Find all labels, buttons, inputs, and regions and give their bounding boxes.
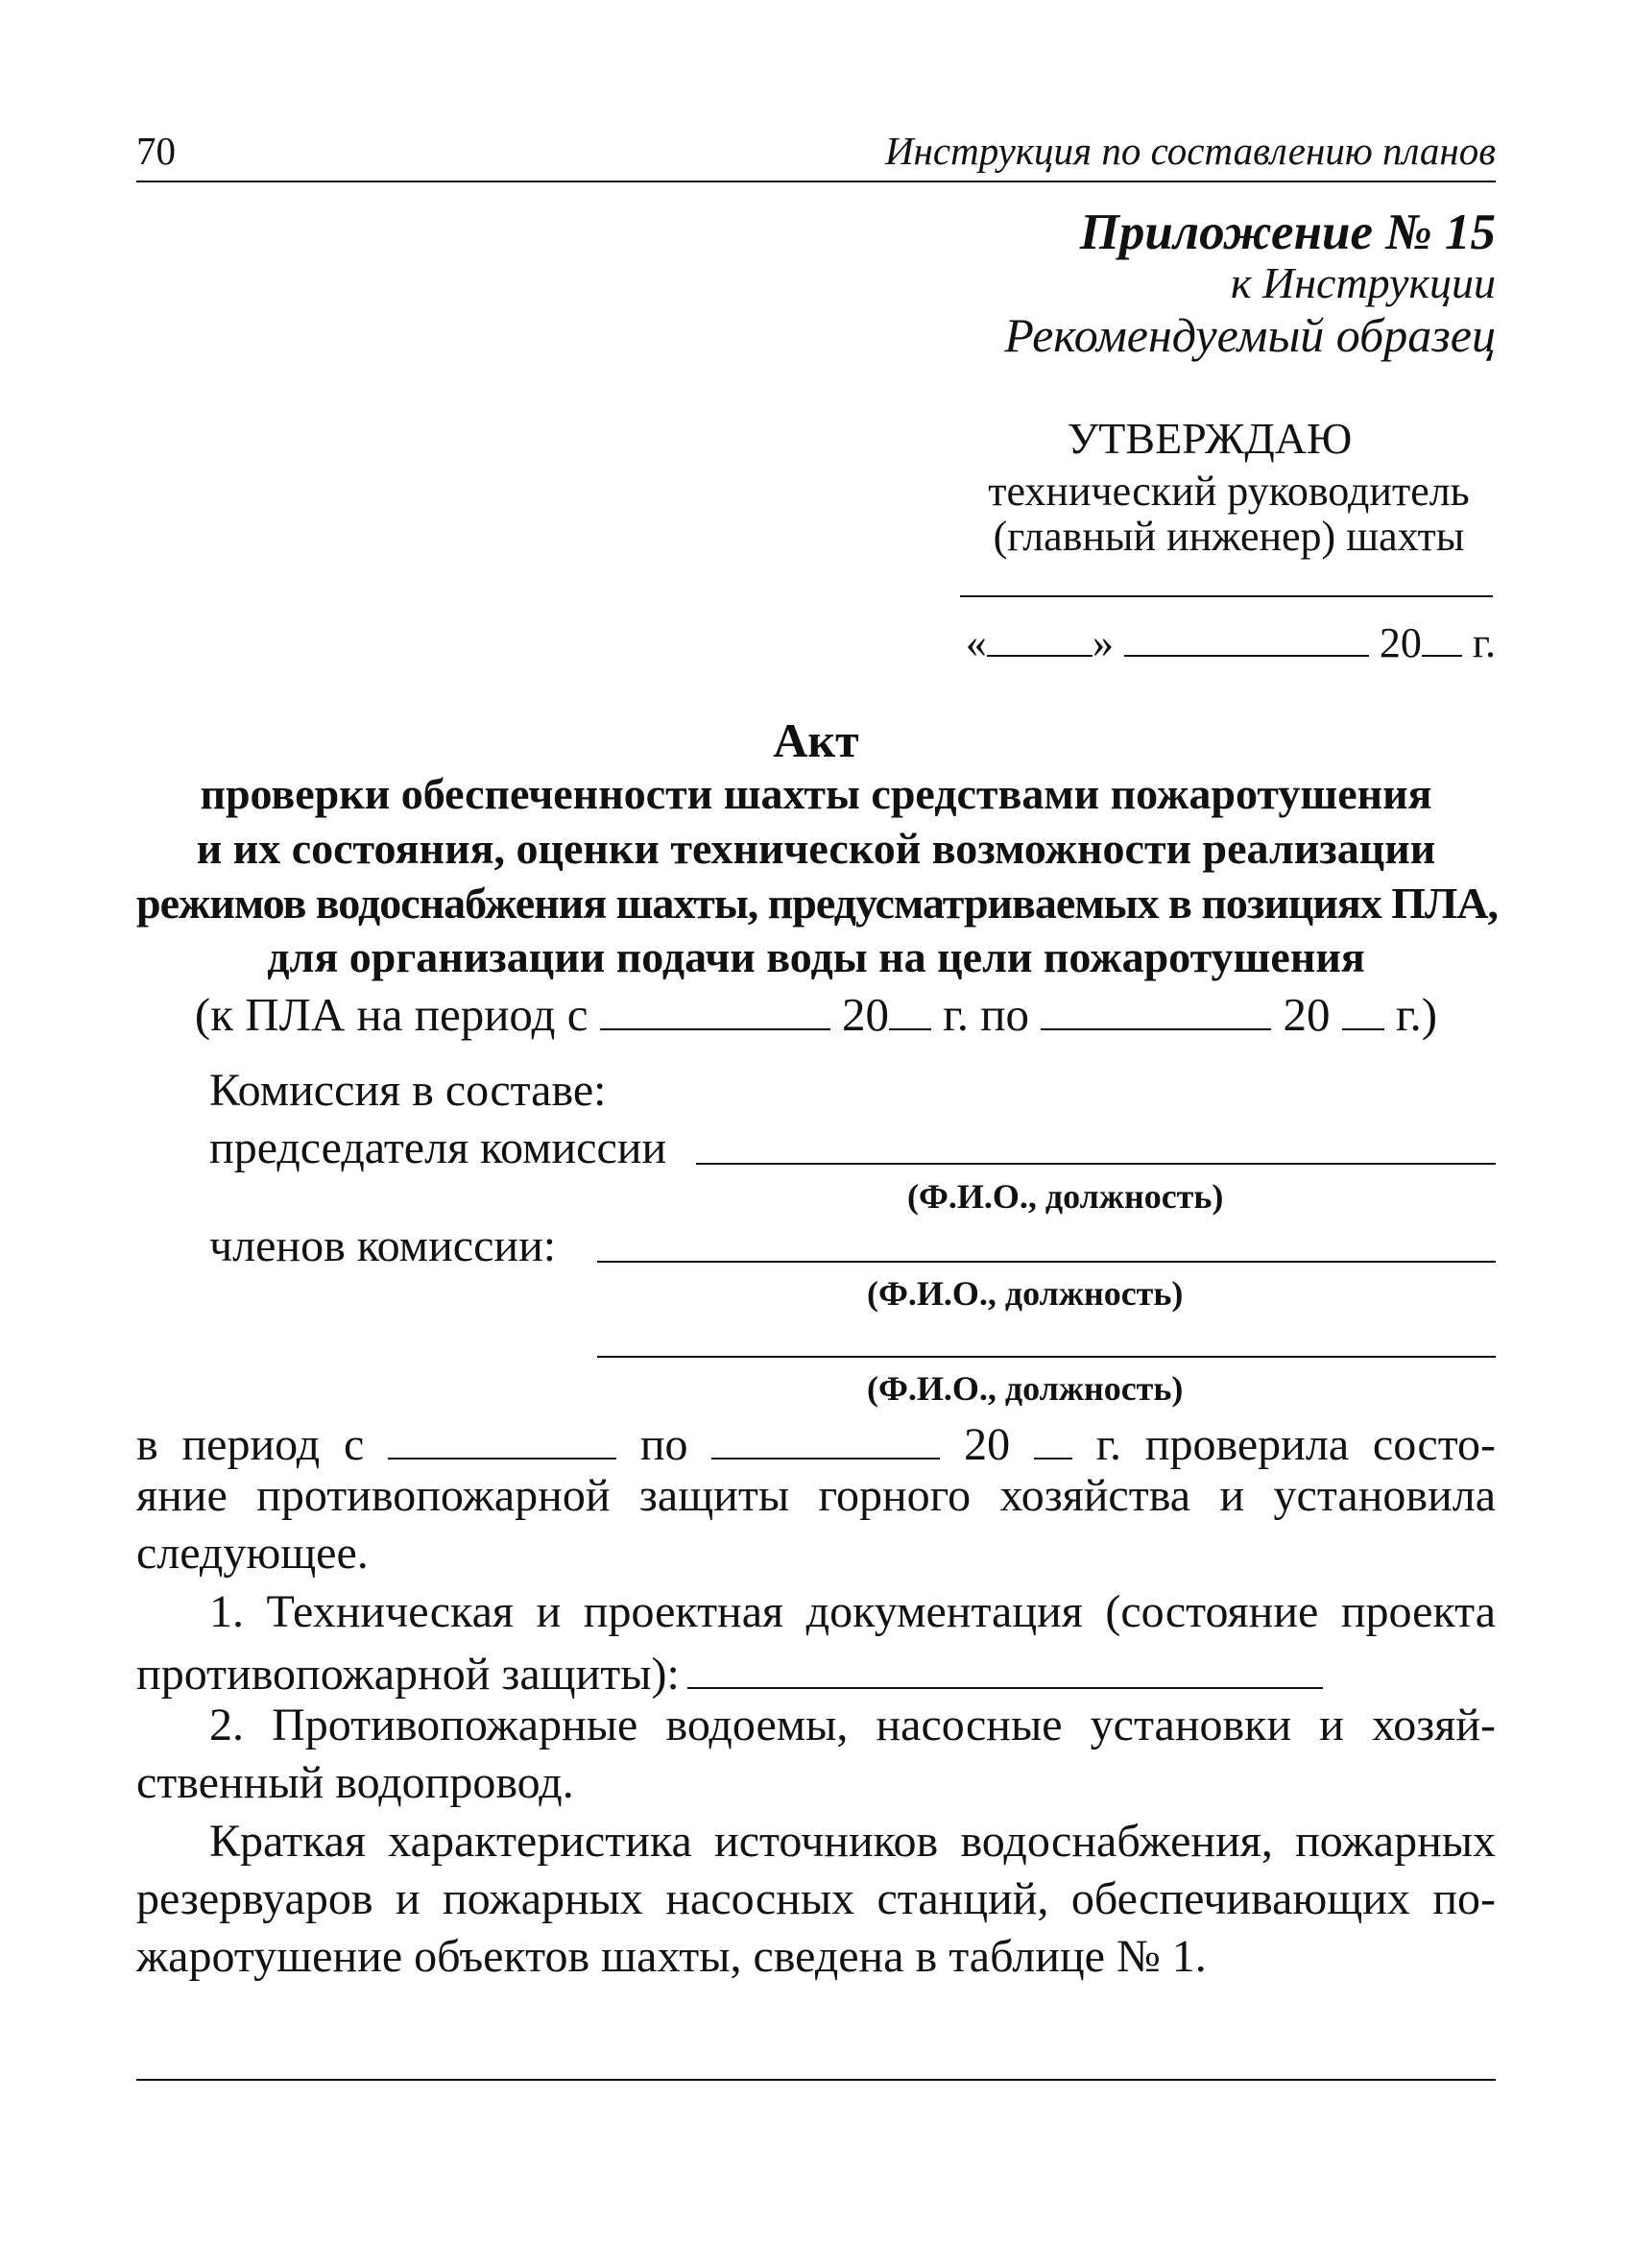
commission-chair-line[interactable] [696,1163,1496,1165]
commission-member-line-2[interactable] [597,1356,1496,1358]
date-year-blank[interactable] [1422,613,1462,657]
header-rule [136,181,1496,182]
commission-members-label: членов комиссии: [209,1220,557,1271]
item1-line2 [136,1641,1496,1701]
date-day-blank[interactable] [987,613,1093,657]
inspection-period-prefix: в период с [136,1419,365,1470]
appendix-sample-note: Рекомендуемый образец [1004,308,1496,362]
approval-position-line2: (главный инженер) шахты [993,513,1465,560]
document-title: Акт [773,713,859,767]
appendix-reference: к Инструкции [1230,258,1496,307]
period-prefix: (к ПЛА на период с [194,988,588,1041]
body-line-3: следующее. [136,1528,369,1579]
summary-line2: резервуаров и пожарных насосных станций, обеспечивающих по- [136,1873,1496,1924]
summary-line3: жаротушение объектов шахты, сведена в таблице № 1. [136,1931,1207,1982]
item1-label: противопожарной защиты): [136,1649,680,1700]
member-caption-2: (Ф.И.О., должность) [867,1369,1184,1408]
period-start-blank[interactable] [600,981,830,1030]
approval-position-line1: технический руководитель [988,468,1470,515]
member-caption-1: (Ф.И.О., должность) [867,1274,1184,1313]
approval-date [966,613,1496,667]
inspection-start-blank[interactable] [388,1411,616,1460]
commission-chair-label: председателя комиссии [209,1122,667,1173]
item2-line2: ственный водопровод. [136,1757,574,1808]
document-subtitle-line2: и их состояния, оценки технической возможности реализации [196,824,1436,873]
appendix-number: Приложение № 15 [1079,205,1496,260]
approval-signature-line[interactable] [960,595,1493,597]
period-line [136,981,1496,1042]
period-suffix: г.) [1395,988,1438,1041]
inspection-year: 20 [964,1419,1011,1470]
item1-line1: 1. Техническая и проектная документация (состояние проекта [209,1586,1496,1637]
inspection-period-suffix: г. проверила состо- [1095,1419,1497,1470]
body-line-2: яние противопожарной защиты горного хозяйства и установила [136,1470,1496,1521]
approval-heading: УТВЕРЖДАЮ [1067,414,1353,463]
item1-blank[interactable] [687,1641,1323,1689]
period-mid: г. по [943,988,1029,1041]
body-line-1 [136,1411,1496,1471]
item2-line1: 2. Противопожарные водоемы, насосные установки и хозяй- [209,1700,1496,1750]
document-subtitle-line3: режимов водоснабжения шахты, предусматриваемых в позициях ПЛА, [136,879,1499,928]
inspection-end-blank[interactable] [711,1411,940,1460]
period-year1-blank[interactable] [889,981,931,1030]
inspection-year-blank[interactable] [1034,1411,1072,1460]
date-year-prefix: 20 [1379,619,1422,666]
date-month-blank[interactable] [1124,613,1369,657]
period-year2: 20 [1283,988,1331,1041]
document-subtitle-line4: для организации подачи воды на цели пожаротушения [267,932,1365,981]
summary-line1: Краткая характеристика источников водоснабжения, пожарных [209,1816,1496,1867]
date-open-quote: « [965,619,987,666]
footer-rule [136,2079,1496,2081]
period-year2-blank[interactable] [1342,981,1384,1030]
date-close-quote: » [1092,619,1114,666]
commission-intro: Комиссия в составе: [209,1065,607,1116]
period-end-blank[interactable] [1041,981,1271,1030]
document-subtitle-line1: проверки обеспеченности шахты средствами пожаротушения [200,769,1432,818]
date-year-suffix: г. [1472,619,1496,666]
commission-member-line-1[interactable] [597,1261,1496,1263]
page-number: 70 [136,129,176,173]
period-year1: 20 [841,988,889,1041]
inspection-period-mid: по [639,1419,688,1470]
running-title: Инструкция по составлению планов [884,129,1496,173]
chair-caption: (Ф.И.О., должность) [907,1177,1224,1216]
